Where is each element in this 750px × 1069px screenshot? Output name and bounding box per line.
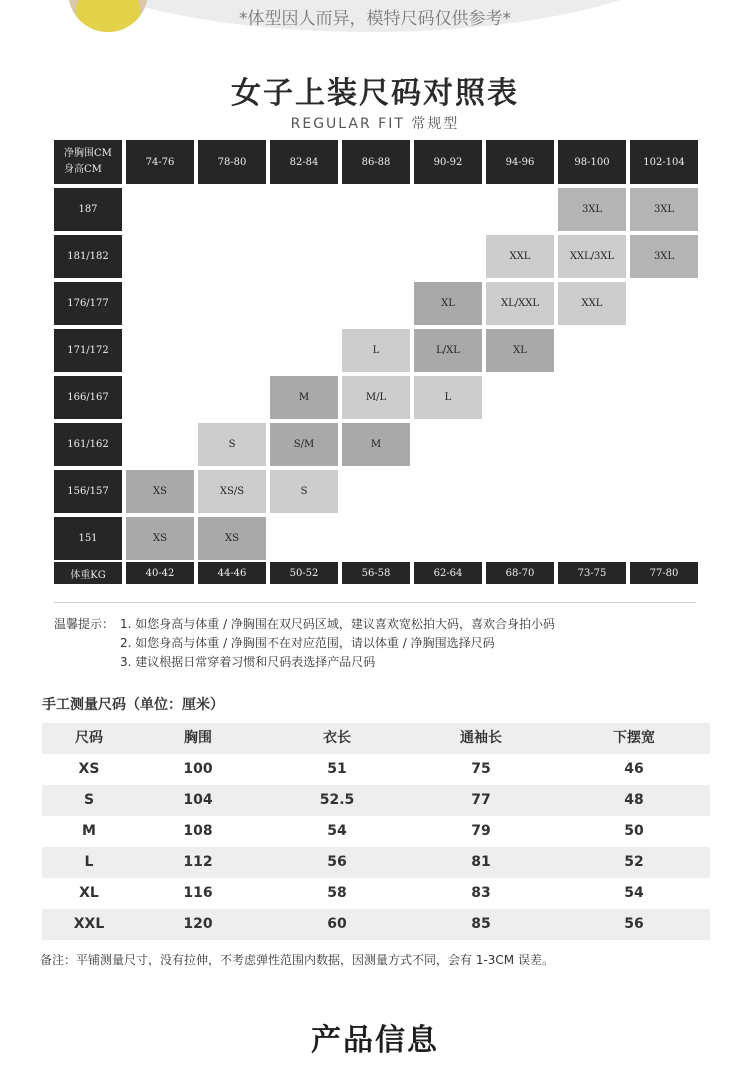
- height-axis-label: 身高CM: [64, 164, 102, 175]
- chest-header: 90-92: [414, 140, 482, 184]
- table-cell: XXL: [73, 916, 105, 932]
- weight-cell: 50-52: [270, 562, 338, 584]
- size-cell: L: [414, 376, 482, 419]
- size-cell: S/M: [270, 423, 338, 466]
- table-cell: 108: [183, 823, 213, 839]
- table-cell: 112: [183, 854, 213, 870]
- size-cell: XS: [198, 517, 266, 560]
- divider: [54, 602, 696, 603]
- size-cell: 3XL: [630, 235, 698, 278]
- table-cell: 60: [327, 916, 347, 932]
- height-header: 181/182: [54, 235, 122, 278]
- table-row: [42, 878, 710, 909]
- table-cell: 56: [327, 854, 347, 870]
- table-cell: S: [83, 792, 95, 808]
- size-cell: 3XL: [558, 188, 626, 231]
- weight-cell: 40-42: [126, 562, 194, 584]
- table-cell: L: [84, 854, 94, 870]
- chest-header: 102-104: [630, 140, 698, 184]
- chest-header: 82-84: [270, 140, 338, 184]
- weight-cell: 56-58: [342, 562, 410, 584]
- height-header: 151: [54, 517, 122, 560]
- table-cell: 54: [624, 885, 644, 901]
- tip-item: 3. 建议根据日常穿着习惯和尺码表选择产品尺码: [120, 655, 376, 669]
- table-cell: 77: [471, 792, 491, 808]
- table-cell: 46: [624, 761, 644, 777]
- height-header: 187: [54, 188, 122, 231]
- weight-header: 体重KG: [54, 562, 122, 584]
- height-header: 166/167: [54, 376, 122, 419]
- column-header: 下摆宽: [613, 730, 655, 746]
- height-header: 176/177: [54, 282, 122, 325]
- column-header: 通袖长: [460, 730, 502, 746]
- table-cell: 52.5: [319, 792, 355, 808]
- model-size-note: *体型因人而异，模特尺码仅供参考*: [239, 9, 511, 29]
- table-row: [42, 785, 710, 816]
- size-cell: XS: [126, 517, 194, 560]
- table-cell: 85: [471, 916, 491, 932]
- tip-item: 2. 如您身高与体重 / 净胸围不在对应范围，请以体重 / 净胸围选择尺码: [120, 636, 495, 650]
- weight-cell: 77-80: [630, 562, 698, 584]
- table-cell: 56: [624, 916, 644, 932]
- measure-title: 手工测量尺码（单位：厘米）: [42, 697, 224, 713]
- table-cell: 83: [471, 885, 491, 901]
- table-cell: 54: [327, 823, 347, 839]
- remark-note: 备注：平铺测量尺寸，没有拉伸，不考虑弹性范围内数据，因测量方式不同，会有 1-3CM 误差。: [40, 953, 554, 967]
- weight-cell: 73-75: [558, 562, 626, 584]
- size-cell: XL: [486, 329, 554, 372]
- page-title: 女子上装尺码对照表: [231, 76, 519, 111]
- size-cell: XXL/3XL: [558, 235, 626, 278]
- column-header: 衣长: [323, 730, 351, 746]
- table-cell: 58: [327, 885, 347, 901]
- tip-item: 1. 如您身高与体重 / 净胸围在双尺码区域，建议喜欢宽松拍大码，喜欢合身拍小码: [120, 617, 555, 631]
- product-info-heading: 产品信息: [311, 1023, 439, 1058]
- table-cell: 75: [471, 761, 491, 777]
- table-cell: 100: [183, 761, 213, 777]
- size-cell: M/L: [342, 376, 410, 419]
- table-cell: 116: [183, 885, 213, 901]
- table-row: [42, 847, 710, 878]
- fit-subtitle: REGULAR FIT 常规型: [290, 116, 460, 132]
- table-cell: 50: [624, 823, 644, 839]
- height-header: 156/157: [54, 470, 122, 513]
- size-cell: M: [270, 376, 338, 419]
- table-row: [42, 816, 710, 847]
- weight-cell: 44-46: [198, 562, 266, 584]
- column-header: 胸围: [184, 730, 212, 746]
- corner-header: [54, 140, 122, 184]
- height-header: 171/172: [54, 329, 122, 372]
- chest-axis-label: 净胸围CM: [64, 148, 112, 159]
- size-cell: XS: [126, 470, 194, 513]
- size-cell: XXL: [486, 235, 554, 278]
- height-header: 161/162: [54, 423, 122, 466]
- table-cell: M: [82, 823, 96, 839]
- chest-header: 94-96: [486, 140, 554, 184]
- size-cell: 3XL: [630, 188, 698, 231]
- tips-label: 温馨提示：: [54, 617, 115, 631]
- chest-header: 98-100: [558, 140, 626, 184]
- table-cell: XS: [78, 761, 100, 777]
- chest-header: 78-80: [198, 140, 266, 184]
- size-cell: XL: [414, 282, 482, 325]
- table-cell: 104: [183, 792, 213, 808]
- weight-cell: 68-70: [486, 562, 554, 584]
- size-cell: S: [198, 423, 266, 466]
- header-row: [42, 723, 710, 754]
- size-cell: XS/S: [198, 470, 266, 513]
- chest-header: 74-76: [126, 140, 194, 184]
- size-cell: S: [270, 470, 338, 513]
- table-cell: 48: [624, 792, 644, 808]
- size-cell: L: [342, 329, 410, 372]
- table-row: [42, 909, 710, 940]
- table-cell: XL: [79, 885, 99, 901]
- table-cell: 120: [183, 916, 213, 932]
- size-cell: XXL: [558, 282, 626, 325]
- size-cell: L/XL: [414, 329, 482, 372]
- chest-header: 86-88: [342, 140, 410, 184]
- weight-cell: 62-64: [414, 562, 482, 584]
- table-cell: 81: [471, 854, 491, 870]
- table-cell: 51: [327, 761, 347, 777]
- column-header: 尺码: [75, 730, 103, 746]
- table-cell: 52: [624, 854, 644, 870]
- table-cell: 79: [471, 823, 491, 839]
- table-row: [42, 754, 710, 785]
- size-cell: XL/XXL: [486, 282, 554, 325]
- size-cell: M: [342, 423, 410, 466]
